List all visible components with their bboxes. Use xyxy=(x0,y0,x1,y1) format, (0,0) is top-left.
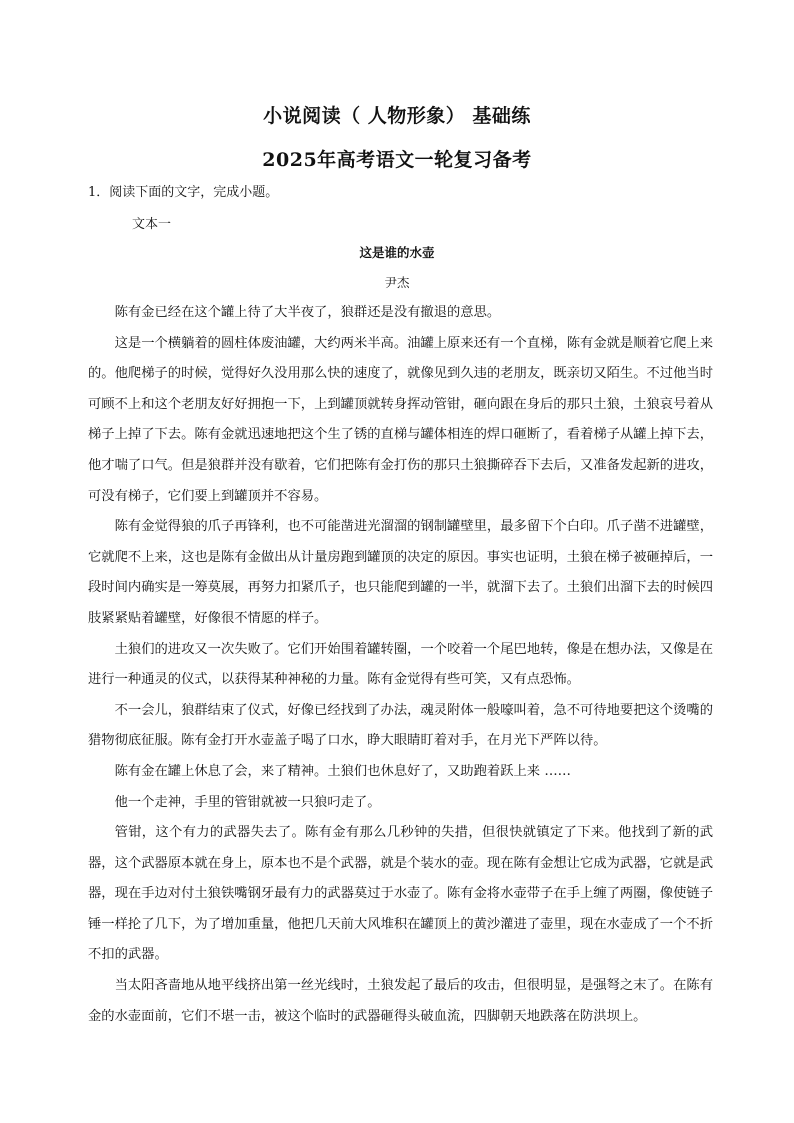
story-author: 尹杰 xyxy=(384,275,410,290)
paragraph: 管钳，这个有力的武器失去了。陈有金有那么几秒钟的失措，但很快就镇定了下来。他找到了新的武器，这个武器原本就在身上，原本也不是个武器，就是个装水的壶。现在陈有金想让它成为武器，它就是武器，现在手边对付土狼铁嘴钢牙最有力的武器莫过于水壶了。陈有金将水壶带子在手上缠了两圈，像使链子锤一样抡了几下，为了增加重量，他把几天前大风堆积在罐顶上的黄沙灌进了壶里，现在水壶成了一个不折不扣的武器。 xyxy=(88,825,713,963)
paragraph: 土狼们的进攻又一次失败了。它们开始围着罐转圈，一个咬着一个尾巴地转，像是在想办法，又像是在进行一种通灵的仪式，以获得某种神秘的力量。陈有金觉得有些可笑，又有点恐怖。 xyxy=(88,641,713,688)
paragraph: 这是一个横躺着的圆柱体废油罐，大约两米半高。油罐上原来还有一个直梯，陈有金就是顺着它爬上来的。他爬梯子的时候，觉得好久没用那么快的速度了，就像见到久违的老朋友，既亲切又陌生。不过他当时可顾不上和这个老朋友好好拥抱一下，上到罐顶就转身挥动管钳，砸向跟在身后的那只土狼，土狼哀号着从梯子上掉了下去。陈有金就迅速地把这个生了锈的直梯与罐体相连的焊口砸断了，看着梯子从罐上掉下去，他才喘了口气。但是狼群并没有歇着，它们把陈有金打伤的那只土狼撕碎吞下去后，又准备发起新的进攻，可没有梯子，它们要上到罐顶并不容易。 xyxy=(88,335,713,504)
paragraph: 陈有金已经在这个罐上待了大半夜了，狼群还是没有撤退的意思。 xyxy=(114,305,501,320)
paragraph: 陈有金觉得狼的爪子再锋利，也不可能凿进光溜溜的钢制罐壁里，最多留下个白印。爪子凿不进罐壁，它就爬不上来，这也是陈有金做出从计量房跑到罐顶的决定的原因。事实也证明，土狼在梯子被砸掉后，一段时间内确实是一筹莫展，再努力扣紧爪子，也只能爬到罐的一半，就溜下去了。土狼们出溜下去的时候四肢紧紧贴着罐壁，好像很不情愿的样子。 xyxy=(88,519,713,626)
paragraph: 他一个走神，手里的管钳就被一只狼叼走了。 xyxy=(114,794,381,810)
paragraph: 不一会儿，狼群结束了仪式，好像已经找到了办法，魂灵附体一般嚎叫着，急不可待地要把这个烫嘴的猎物彻底征服。陈有金打开水壶盖子喝了口水，睁大眼睛盯着对手，在月光下严阵以待。 xyxy=(88,702,713,749)
page-subtitle: 2025年高考语文一轮复习备考 xyxy=(262,149,532,171)
question-prompt: 1．阅读下面的文字，完成小题。 xyxy=(88,185,279,200)
paragraph: 当太阳吝啬地从地平线挤出第一丝光线时，土狼发起了最后的攻击，但很明显，是强弩之末了。在陈有金的水壶面前，它们不堪一击，被这个临时的武器砸得头破血流，四脚朝天地跌落在防洪坝上。 xyxy=(88,978,713,1024)
story-title: 这是谁的水壶 xyxy=(359,245,435,260)
text-label: 文本一 xyxy=(132,217,172,232)
story-body xyxy=(88,298,713,1032)
page-title: 小说阅读（ 人物形象） 基础练 xyxy=(263,105,531,127)
paragraph: 陈有金在罐上休息了会，来了精神。土狼们也休息好了，又助跑着跃上来 …… xyxy=(114,763,571,779)
